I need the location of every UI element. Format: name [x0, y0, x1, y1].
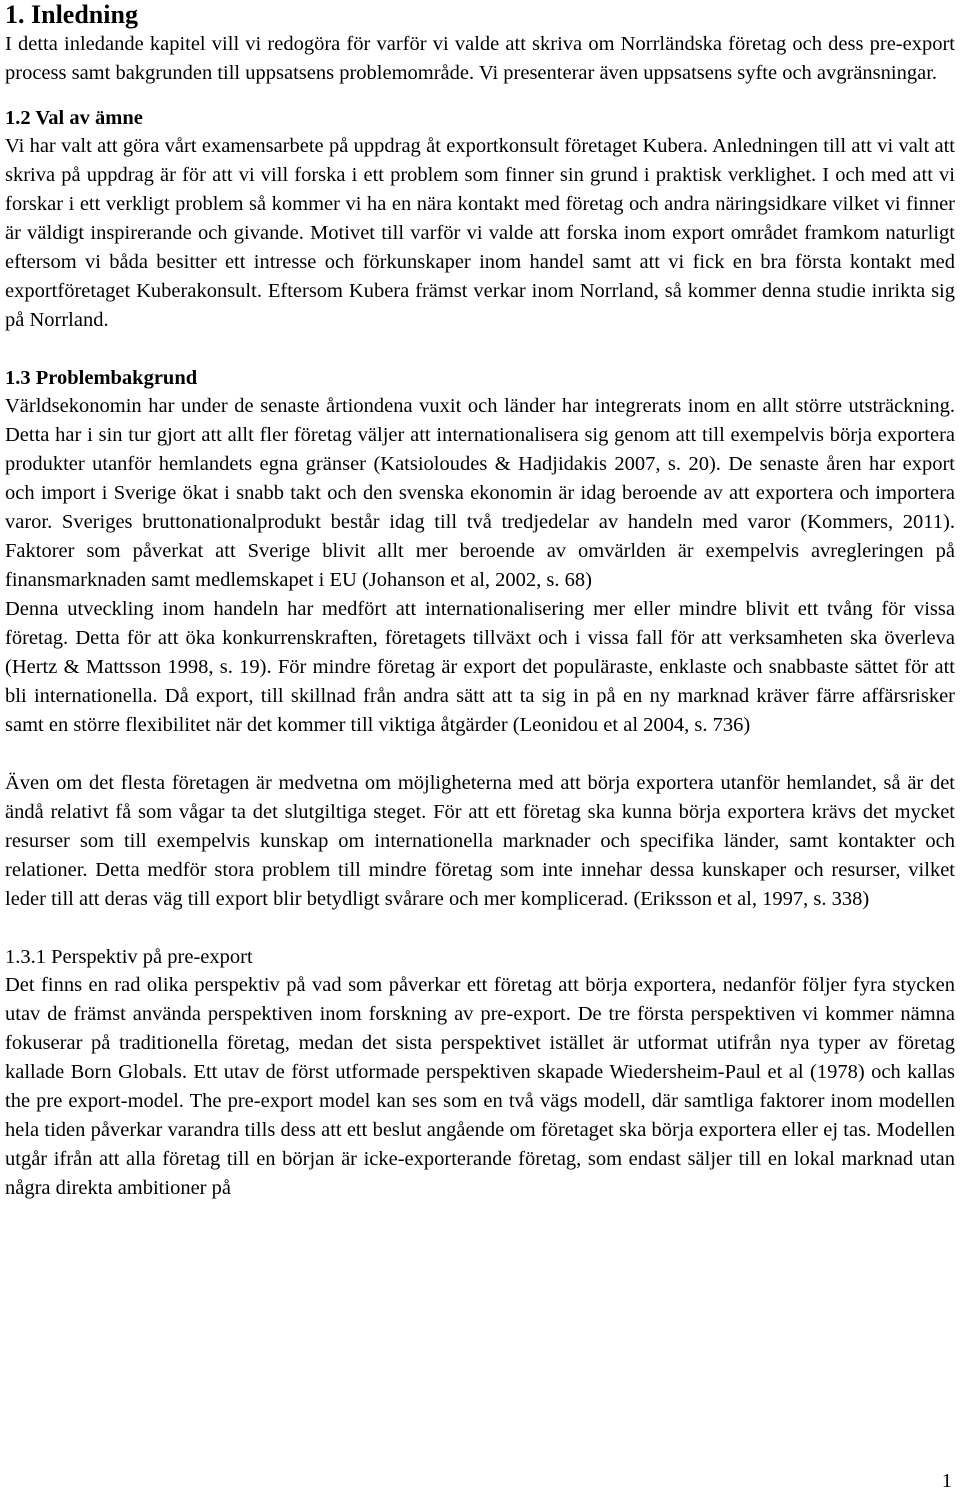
paragraph-problembakgrund-1: Världsekonomin har under de senaste årtiondena vuxit och länder har integrerats inom en allt större utsträckning. Detta har i sin tur gjort att allt fler företag väljer att internationalisera sig genom att till exempelvis börja exportera produkter utanför hemlandets egna gränser (Katsioloudes & Hadjidakis 2007, s. 20). De senaste åren har export och import i Sverige ökat i snabb takt och den svenska ekonomin är idag beroende av att exportera och importera varor. Sveriges bruttonationalprodukt består idag till två tredjedelar av handeln med varor (Kommers, 2011). Faktorer som påverkat att Sverige blivit allt mer beroende av omvärlden är exempelvis avregleringen på finansmarknaden samt medlemskapet i EU (Johanson et al, 2002, s. 68) [5, 395, 955, 591]
spacer [5, 914, 955, 943]
section-heading-val-av-amne: 1.2 Val av ämne [5, 107, 143, 129]
spacer [5, 740, 955, 769]
chapter-intro: I detta inledande kapitel vill vi redogöra för varför vi valde att skriva om Norrländska företag och dess pre-export process samt bakgrunden till uppsatsens problemområde. Vi presenterar även uppsatsens syfte och avgränsningar. [5, 33, 955, 84]
paragraph-problembakgrund-3: Även om det flesta företagen är medvetna om möjligheterna med att börja exportera utanför hemlandet, så är det ändå relativt få som vågar ta det slutgiltiga steget. För att ett företag ska kunna börja exportera krävs det mycket resurser som till exempelvis kunskap om internationella marknader och specifika länder, samt kontakter och relationer. Detta medför stora problem till mindre företag som inte innehar dessa kunskaper och resurser, vilket leder till att deras väg till export blir betydligt svårare och mer komplicerad. (Eriksson et al, 1997, s. 338) [5, 772, 955, 910]
section-heading-problembakgrund: 1.3 Problembakgrund [5, 367, 198, 389]
subsection-heading-perspektiv: 1.3.1 Perspektiv på pre-export [5, 946, 253, 968]
page-number: 1 [941, 1470, 952, 1492]
subsection-body-perspektiv: Det finns en rad olika perspektiv på vad som påverkar ett företag att börja exportera, nedanför följer fyra stycken utav de främst använda perspektiven inom forskning av pre-export. De tre första perspektiven vi kommer nämna fokuserar på traditionella företag, medan det sista perspektivet istället är utformat utifrån nya typer av företag kallade Born Globals. Ett utav de först utformade perspektiven skapade Wiedersheim-Paul et al (1978) och kallas the pre export-model. The pre-export model kan ses som en två vägs modell, där samtliga faktorer inom modellen hela tiden påverkar varandra tills dess att ett beslut angående om företaget ska börja exportera eller ej tas. Modellen utgår ifrån att alla företag till en början är icke-exporterande företag, som endast säljer till en lokal marknad utan några direkta ambitioner på [5, 974, 955, 1199]
paragraph-problembakgrund-2: Denna utveckling inom handeln har medfört att internationalisering mer eller mindre blivit ett tvång för vissa företag. Detta för att öka konkurrenskraften, företagets tillväxt och i vissa fall för att verksamheten ska överleva (Hertz & Mattsson 1998, s. 19). För mindre företag är export det populäraste, enklaste och snabbaste sättet för att bli internationella. Då export, till skillnad från andra sätt att ta sig in på en ny marknad kräver färre affärsrisker samt en större flexibilitet när det kommer till viktiga åtgärder (Leonidou et al 2004, s. 736) [5, 598, 955, 736]
section-body-val-av-amne: Vi har valt att göra vårt examensarbete på uppdrag åt exportkonsult företaget Kubera. Anledningen till att vi valt att skriva på uppdrag är för att vi vill forska i ett problem som finner sin grund i praktisk verklighet. I och med att vi forskar i ett verkligt problem så kommer vi ha en nära kontakt med företag och andra näringsidkare vilket vi finner är väldigt inspirerande och givande. Motivet till varför vi valde att forska inom export området framkom naturligt eftersom vi båda besitter ett intresse och förkunskaper inom handel samt att vi fick en bra första kontakt med exportföretaget Kuberakonsult. Eftersom Kubera främst verkar inom Norrland, så kommer denna studie inrikta sig på Norrland. [5, 135, 955, 331]
spacer [5, 335, 955, 364]
spacer [5, 88, 955, 104]
document-page [5, 0, 955, 1203]
chapter-heading: 1. Inledning [5, 0, 138, 29]
